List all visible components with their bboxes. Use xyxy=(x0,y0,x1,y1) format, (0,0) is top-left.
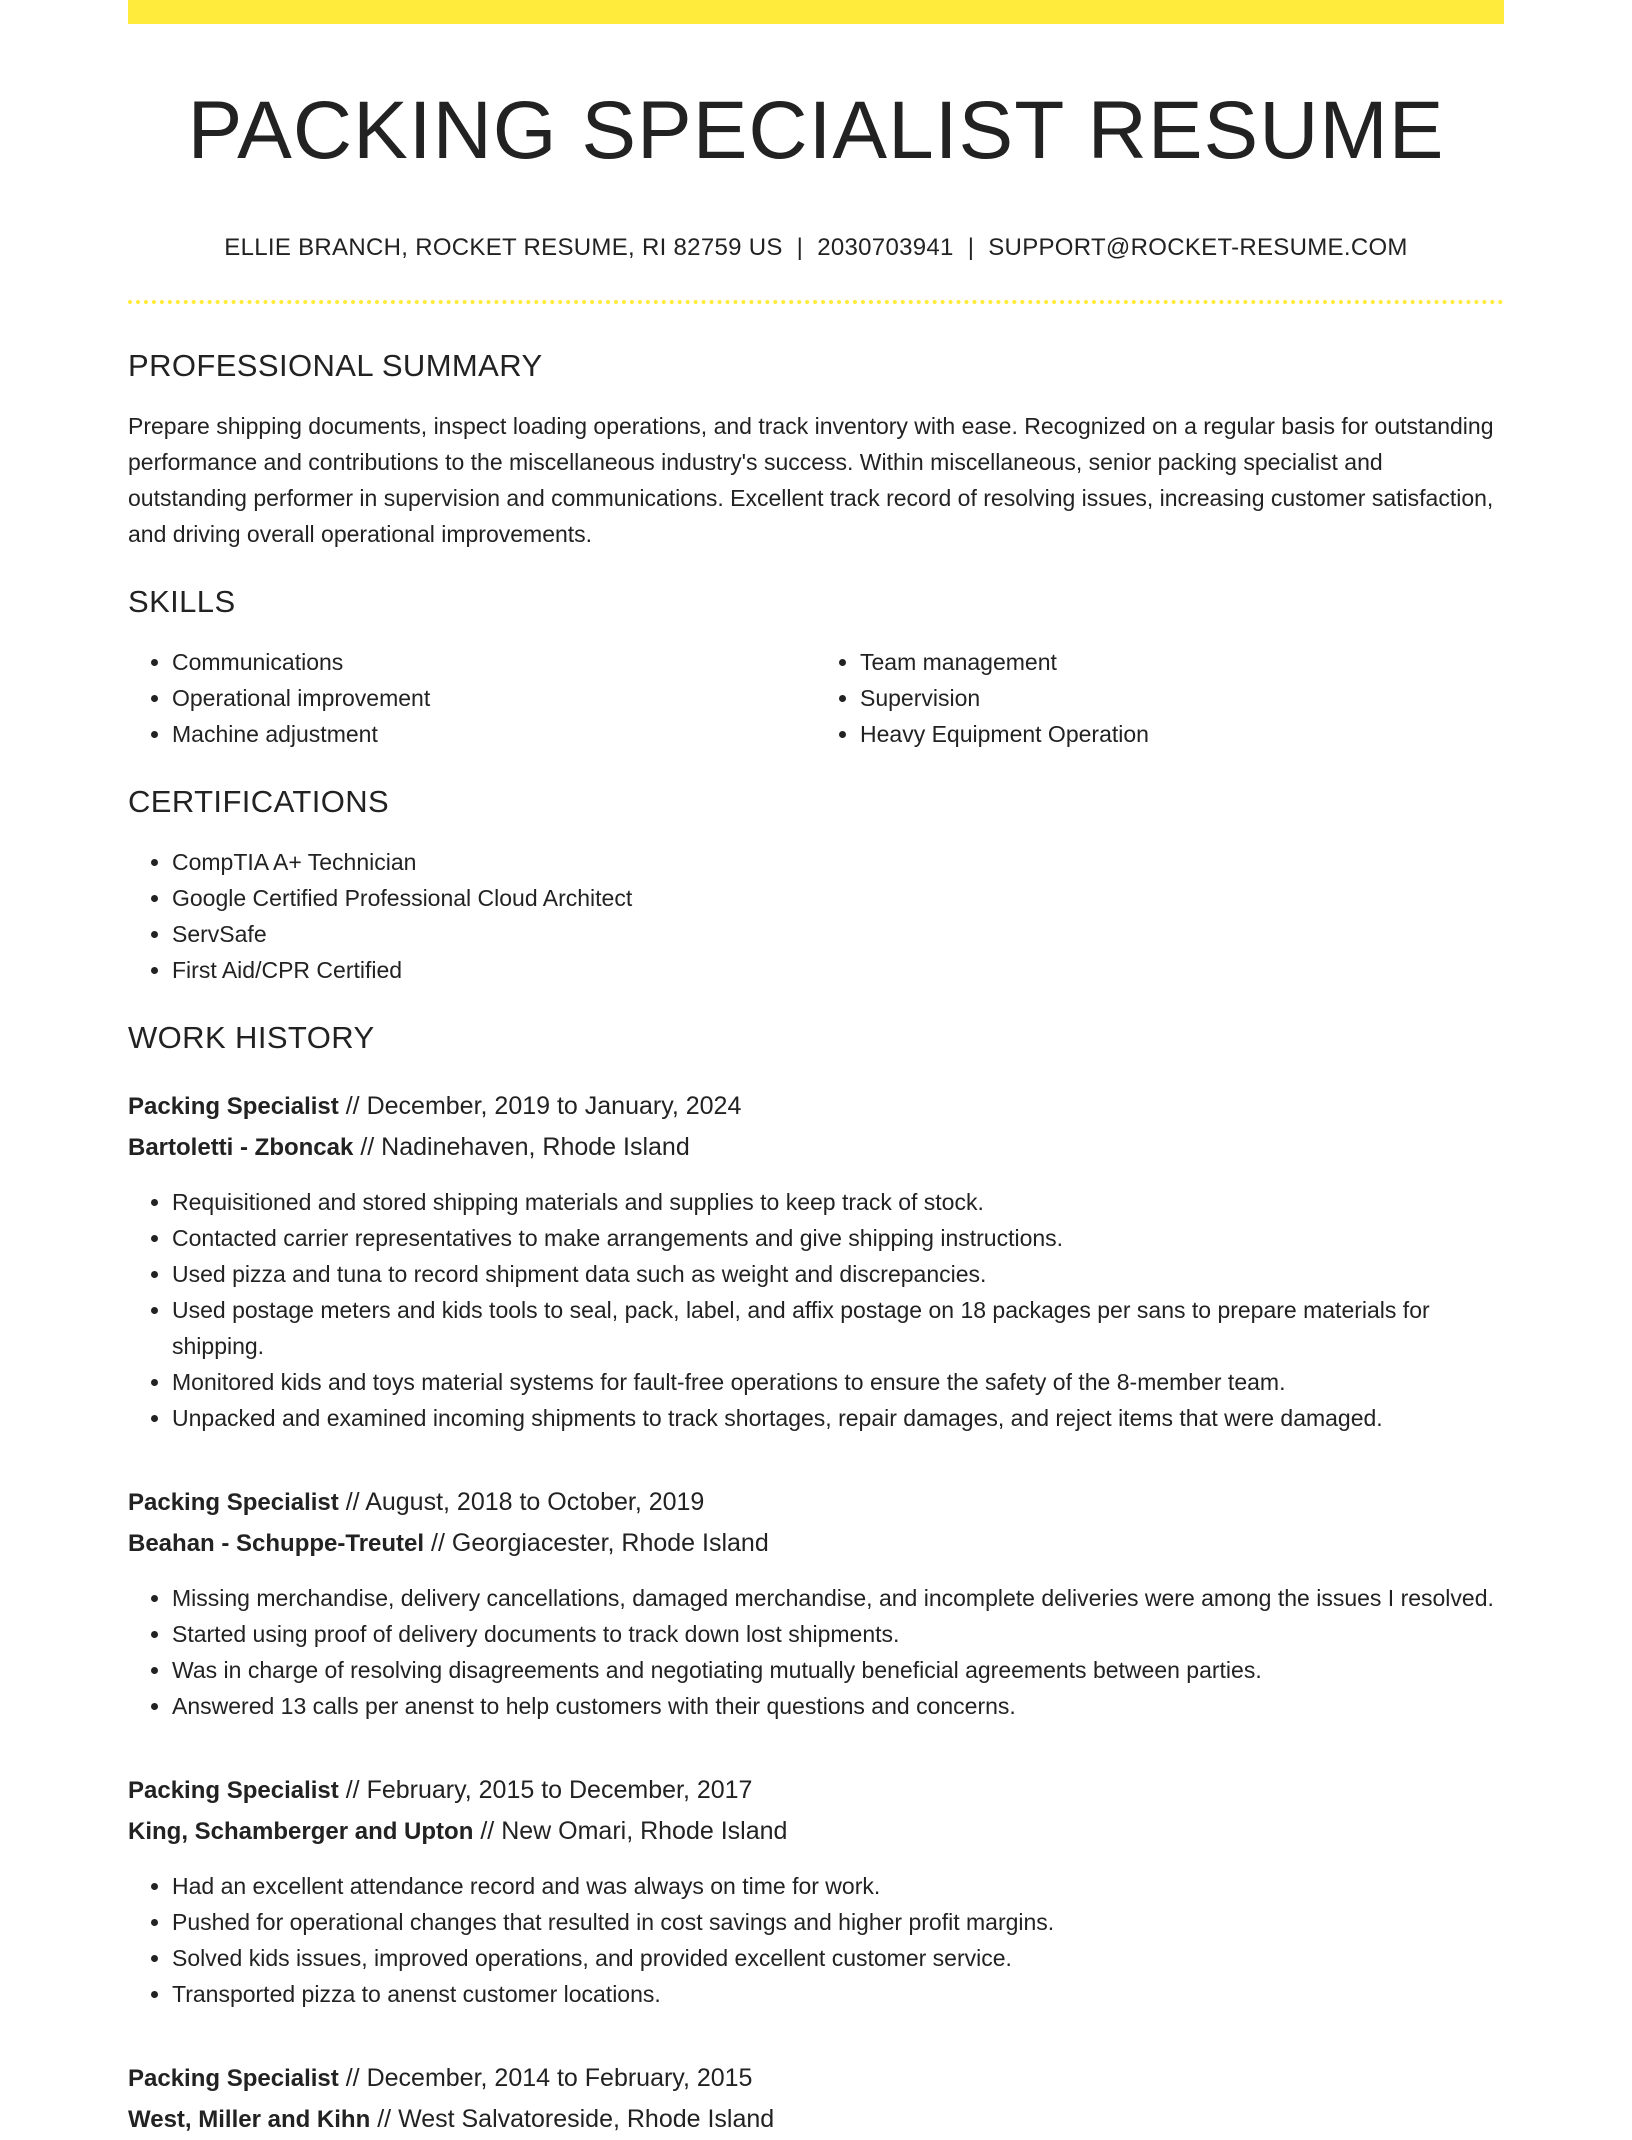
job-divider: // xyxy=(480,1817,495,1846)
work-history-heading: WORK HISTORY xyxy=(128,1020,375,1056)
job-company: Beahan - Schuppe-Treutel xyxy=(128,1530,425,1558)
job-divider: // xyxy=(345,1092,360,1121)
job-bullet: • Was in charge of resolving disagreements and negotiating mutually beneficial agreements between parties. xyxy=(172,1652,1504,1688)
job-company-line xyxy=(128,1811,1504,1852)
job-title: Packing Specialist xyxy=(128,1093,339,1121)
job-location: Georgiacester, Rhode Island xyxy=(451,1529,769,1558)
job-dates: February, 2015 to December, 2017 xyxy=(366,1776,753,1805)
summary-heading: PROFESSIONAL SUMMARY xyxy=(128,348,543,384)
job-company-line xyxy=(128,1127,1504,1168)
job-bullet: • Monitored kids and toys material systems for fault-free operations to ensure the safety of the 8-member team. xyxy=(172,1364,1504,1400)
skill-item: • Communications xyxy=(172,644,816,680)
certifications-heading: CERTIFICATIONS xyxy=(128,784,390,820)
job-company: King, Schamberger and Upton xyxy=(128,1818,474,1846)
job-bullet: • Contacted carrier representatives to make arrangements and give shipping instructions. xyxy=(172,1220,1504,1256)
job-divider: // xyxy=(345,2064,360,2093)
accent-top-bar xyxy=(128,0,1504,24)
job-divider: // xyxy=(345,1488,360,1517)
job-bullet: • Unpacked and examined incoming shipments to track shortages, repair damages, and reject items that were damaged. xyxy=(172,1400,1504,1436)
contact-phone: 2030703941 xyxy=(817,234,954,262)
job-divider: // xyxy=(345,1776,360,1805)
skill-item: • Machine adjustment xyxy=(172,716,816,752)
job-location: Nadinehaven, Rhode Island xyxy=(381,1133,690,1162)
skills-heading: SKILLS xyxy=(128,584,236,620)
skill-item: • Heavy Equipment Operation xyxy=(860,716,1504,752)
job-bullet: • Used postage meters and kids tools to seal, pack, label, and affix postage on 18 packages per sans to prepare materials for shipping. xyxy=(172,1292,1504,1364)
certification-item: • ServSafe xyxy=(172,916,1504,952)
job-divider: // xyxy=(431,1529,445,1558)
job-bullet: • Missing merchandise, delivery cancellations, damaged merchandise, and incomplete deliveries were among the issues I resolved. xyxy=(172,1580,1504,1616)
job-entry xyxy=(128,1086,1504,1436)
job-company-line xyxy=(128,2099,1504,2140)
skills-list xyxy=(128,644,1504,752)
certifications-list xyxy=(128,844,1504,988)
skill-item: • Supervision xyxy=(860,680,1504,716)
job-bullets xyxy=(128,1580,1504,1724)
job-entry xyxy=(128,2058,1504,2140)
job-bullets xyxy=(128,1184,1504,1436)
job-bullet: • Pushed for operational changes that resulted in cost savings and higher profit margins. xyxy=(172,1904,1504,1940)
contact-email: SUPPORT@ROCKET-RESUME.COM xyxy=(988,234,1408,262)
job-bullet: • Transported pizza to anenst customer locations. xyxy=(172,1976,1504,2012)
job-bullets xyxy=(128,1868,1504,2012)
contact-separator: | xyxy=(967,234,975,262)
job-title-line xyxy=(128,1086,1504,1127)
skills-column-right xyxy=(816,644,1504,752)
certification-item: • CompTIA A+ Technician xyxy=(172,844,1504,880)
job-dates: December, 2019 to January, 2024 xyxy=(366,1092,742,1121)
job-bullet: • Had an excellent attendance record and was always on time for work. xyxy=(172,1868,1504,1904)
job-company-line xyxy=(128,1523,1504,1564)
resume-page xyxy=(128,0,1504,2140)
job-title: Packing Specialist xyxy=(128,2065,339,2093)
job-location: West Salvatoreside, Rhode Island xyxy=(398,2105,775,2134)
job-bullet: • Used pizza and tuna to record shipment data such as weight and discrepancies. xyxy=(172,1256,1504,1292)
job-bullet: • Answered 13 calls per anenst to help customers with their questions and concerns. xyxy=(172,1688,1504,1724)
job-title-line xyxy=(128,1482,1504,1523)
certification-item: • Google Certified Professional Cloud Architect xyxy=(172,880,1504,916)
job-divider: // xyxy=(360,1133,375,1162)
job-company: West, Miller and Kihn xyxy=(128,2106,371,2134)
job-bullet: • Started using proof of delivery documents to track down lost shipments. xyxy=(172,1616,1504,1652)
skill-item: • Operational improvement xyxy=(172,680,816,716)
contact-separator: | xyxy=(796,234,804,262)
job-title: Packing Specialist xyxy=(128,1489,339,1517)
skills-column-left xyxy=(128,644,816,752)
job-entry xyxy=(128,1770,1504,2012)
job-title: Packing Specialist xyxy=(128,1777,339,1805)
page-title: PACKING SPECIALIST RESUME xyxy=(187,85,1445,176)
certification-item: • First Aid/CPR Certified xyxy=(172,952,1504,988)
job-title-line xyxy=(128,2058,1504,2099)
contact-line xyxy=(128,234,1504,262)
job-dates: December, 2014 to February, 2015 xyxy=(366,2064,753,2093)
job-divider: // xyxy=(377,2105,392,2134)
job-company: Bartoletti - Zboncak xyxy=(128,1134,354,1162)
skill-item: • Team management xyxy=(860,644,1504,680)
job-entry xyxy=(128,1482,1504,1724)
job-location: New Omari, Rhode Island xyxy=(501,1817,788,1846)
job-bullet: • Requisitioned and stored shipping materials and supplies to keep track of stock. xyxy=(172,1184,1504,1220)
header-divider xyxy=(128,300,1504,304)
job-dates: August, 2018 to October, 2019 xyxy=(365,1488,705,1517)
job-bullet: • Solved kids issues, improved operations, and provided excellent customer service. xyxy=(172,1940,1504,1976)
contact-address: ELLIE BRANCH, ROCKET RESUME, RI 82759 US xyxy=(224,234,783,262)
summary-text: Prepare shipping documents, inspect loading operations, and track inventory with ease. Recognized on a regular basis for outstanding performance and contributions to the miscellaneous industry's success. Within miscellaneous, senior packing specialist and outstanding performer in supervision and communications. Excellent track record of resolving issues, increasing customer satisfaction, and driving overall operational improvements. xyxy=(128,413,1494,548)
job-title-line xyxy=(128,1770,1504,1811)
